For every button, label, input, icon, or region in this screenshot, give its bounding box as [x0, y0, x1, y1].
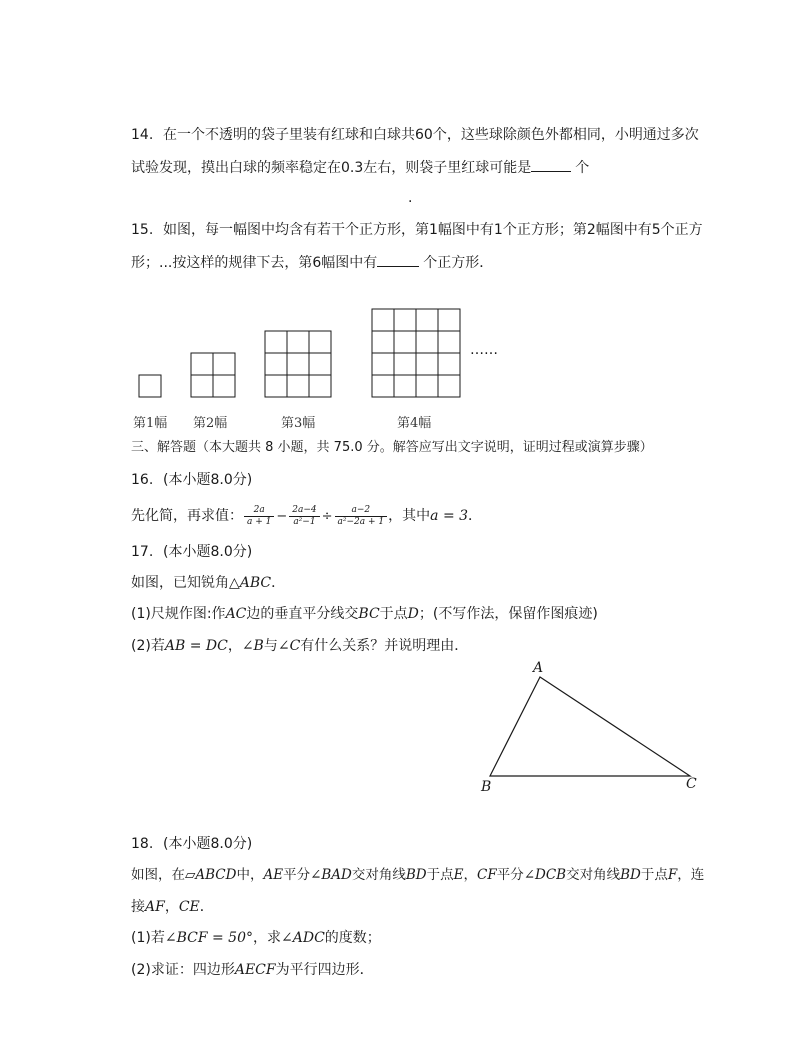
caption-figure-1: 第1幅 [133, 416, 168, 431]
q18-p1-a: (1)若 [131, 930, 165, 946]
q17-p2-c: 与 [263, 638, 278, 654]
q17-p1-ac: AC [225, 606, 247, 622]
grid-cell [191, 353, 213, 375]
q18-point-e: E [453, 867, 464, 883]
q18-l1-a: 如图，在 [131, 867, 185, 883]
q16-prefix: 先化简，再求值： [131, 508, 243, 524]
q16-f3-num: a−2 [335, 505, 388, 517]
q18-l1-i: 于点 [640, 867, 668, 883]
q18-l1-d: 交对角线 [351, 867, 406, 883]
vertex-label-b: B [481, 779, 492, 795]
grid-cell [438, 375, 460, 397]
q18-part2 [131, 960, 374, 980]
grid-cell [416, 375, 438, 397]
q18-bd-2: BD [620, 867, 641, 883]
q17-intro-text: 如图，已知锐角 [131, 575, 229, 591]
q18-ae: AE [263, 867, 284, 883]
q17-number: 17. [131, 544, 154, 560]
q18-l1-j: ，连 [677, 867, 705, 883]
q16-divide: ÷ [321, 509, 333, 524]
q18-l2-b: ， [164, 899, 179, 915]
q18-l1-b: 中， [236, 867, 264, 883]
grid-figure-1 [139, 375, 161, 397]
grid-cell [394, 309, 416, 331]
grid-cell [287, 375, 309, 397]
q15-text-2a: 形；...按这样的规律下去，第6幅图中有 [131, 255, 378, 271]
q17-p2-d: 有什么关系？并说明理由． [300, 638, 469, 654]
q16-f2-den: a²−1 [293, 516, 316, 527]
vertex-label-a: A [533, 660, 544, 676]
q18-p2-a: (2)求证：四边形 [131, 962, 235, 978]
q17-intro-end: ． [271, 575, 286, 591]
grid-cell [265, 375, 287, 397]
q17-part1 [131, 604, 598, 624]
vertex-label-c: C [686, 776, 697, 792]
q17-p1-b: 边的垂直平分线交 [246, 606, 359, 622]
q18-angle-bad: ∠BAD [310, 867, 352, 883]
q14-tail: 个 [575, 160, 590, 176]
q16-score: (本小题8.0分) [163, 472, 253, 488]
q16-fraction-2 [289, 505, 319, 528]
grid-cell [416, 331, 438, 353]
q18-part1 [131, 928, 381, 948]
q16-f2-num: 2a−4 [289, 505, 319, 517]
q18-af: AF [145, 899, 165, 915]
q18-p1-b: ，求 [253, 930, 281, 946]
grid-cell [309, 353, 331, 375]
q18-line2 [131, 897, 214, 917]
q17-score: (本小题8.0分) [163, 544, 253, 560]
grid-cell [372, 309, 394, 331]
q18-parallelogram: ▱ABCD [185, 867, 237, 883]
q14-number: 14. [131, 127, 154, 143]
q18-p1-c: 的度数； [324, 930, 381, 946]
grid-cell [394, 353, 416, 375]
q18-l2-c: ． [199, 899, 214, 915]
q17-p2-angle-b: ∠B [241, 638, 264, 654]
grid-cell [213, 375, 235, 397]
q17-p1-bc: BC [358, 606, 380, 622]
q17-p2-angle-c: ∠C [277, 638, 301, 654]
grid-cell [394, 375, 416, 397]
q17-p1-d-point: D [407, 606, 419, 622]
grid-cell [265, 353, 287, 375]
q16-fraction-3 [335, 505, 388, 528]
q18-l1-h: 交对角线 [566, 867, 621, 883]
q18-point-f: F [667, 867, 678, 883]
grid-figure-3 [265, 331, 331, 397]
q16-number: 16. [131, 472, 154, 488]
q15-ellipsis: …… [470, 342, 498, 358]
q16-suffix-a: ，其中 [388, 508, 431, 524]
grid-cell [372, 353, 394, 375]
q18-angle-dcb: ∠DCB [523, 867, 567, 883]
grid-figure-4 [372, 309, 460, 397]
q18-line1 [131, 865, 704, 885]
grid-cell [265, 331, 287, 353]
q14-dot: . [408, 190, 413, 206]
q17-p1-d: ；(不写作法，保留作图痕迹) [418, 606, 598, 622]
grid-cell [394, 331, 416, 353]
grid-cell [287, 331, 309, 353]
grid-cell [191, 375, 213, 397]
grid-cell [438, 331, 460, 353]
q17-p2-b: ， [227, 638, 242, 654]
q16-condition: a = 3 [430, 508, 469, 524]
q16-f1-den: a + 1 [247, 516, 272, 527]
q18-p1-angle-adc: ∠ADC [281, 930, 325, 946]
q17-p2-a: (2)若 [131, 638, 165, 654]
q16-header [131, 470, 252, 490]
grid-cell [287, 353, 309, 375]
grid-cell [309, 375, 331, 397]
q18-p1-eq: ∠BCF = 50° [164, 930, 253, 946]
q15-text-2b: 个正方形． [423, 255, 494, 271]
q18-ce: CE [178, 899, 200, 915]
q18-header [131, 834, 252, 854]
grid-cell [139, 375, 161, 397]
q18-bd: BD [405, 867, 427, 883]
q18-l1-c: 平分 [283, 867, 311, 883]
q17-p2-eq: AB = DC [164, 638, 228, 654]
caption-figure-2: 第2幅 [193, 416, 228, 431]
q18-number: 18. [131, 836, 154, 852]
q18-cf: CF [477, 867, 497, 883]
q18-p2-aecf: AECF [234, 962, 276, 978]
grid-cell [309, 331, 331, 353]
q18-l1-e: 于点 [426, 867, 454, 883]
triangle-abc [490, 677, 690, 776]
q15-text-1: 如图，每一幅图中均含有若干个正方形，第1幅图中有1个正方形；第2幅图中有5个正方 [163, 222, 703, 238]
q17-p1-a: (1)尺规作图:作 [131, 606, 226, 622]
q14-text-1: 在一个不透明的袋子里装有红球和白球共60个，这些球除颜色外都相同，小明通过多次 [163, 127, 699, 143]
caption-figure-3: 第3幅 [281, 416, 316, 431]
grid-cell [416, 309, 438, 331]
q18-l1-g: 平分 [496, 867, 524, 883]
q17-triangle-symbol: △ABC [229, 575, 272, 591]
q14-text-2: 试验发现，摸出白球的频率稳定在0.3左右，则袋子里红球可能是 [131, 160, 532, 176]
q16-expression [131, 503, 482, 530]
q16-f1-num: 2a [244, 505, 274, 517]
q17-p1-c: 于点 [379, 606, 408, 622]
grid-figure-2 [191, 353, 235, 397]
q18-l2-a: 接 [131, 899, 145, 915]
grid-cell [438, 353, 460, 375]
grid-cell [438, 309, 460, 331]
square-grid-figures [139, 309, 460, 397]
grid-cell [213, 353, 235, 375]
q16-fraction-1 [244, 505, 274, 528]
q18-p2-b: 为平行四边形． [275, 962, 374, 978]
section3-heading: 三、解答题（本大题共 8 小题，共 75.0 分。解答应写出文字说明，证明过程或演算步骤） [131, 440, 653, 455]
caption-figure-4: 第4幅 [397, 416, 432, 431]
q16-f3-den: a²−2a + 1 [337, 516, 385, 527]
grid-cell [372, 331, 394, 353]
grid-cell [372, 375, 394, 397]
q17-intro [131, 573, 285, 593]
q18-score: (本小题8.0分) [163, 836, 253, 852]
q16-suffix-b: ． [468, 508, 483, 524]
q15-number: 15. [131, 222, 154, 238]
grid-cell [416, 353, 438, 375]
q18-l1-f: ， [463, 867, 477, 883]
q17-part2 [131, 636, 468, 656]
q16-minus: − [276, 509, 288, 524]
q17-header [131, 542, 252, 562]
